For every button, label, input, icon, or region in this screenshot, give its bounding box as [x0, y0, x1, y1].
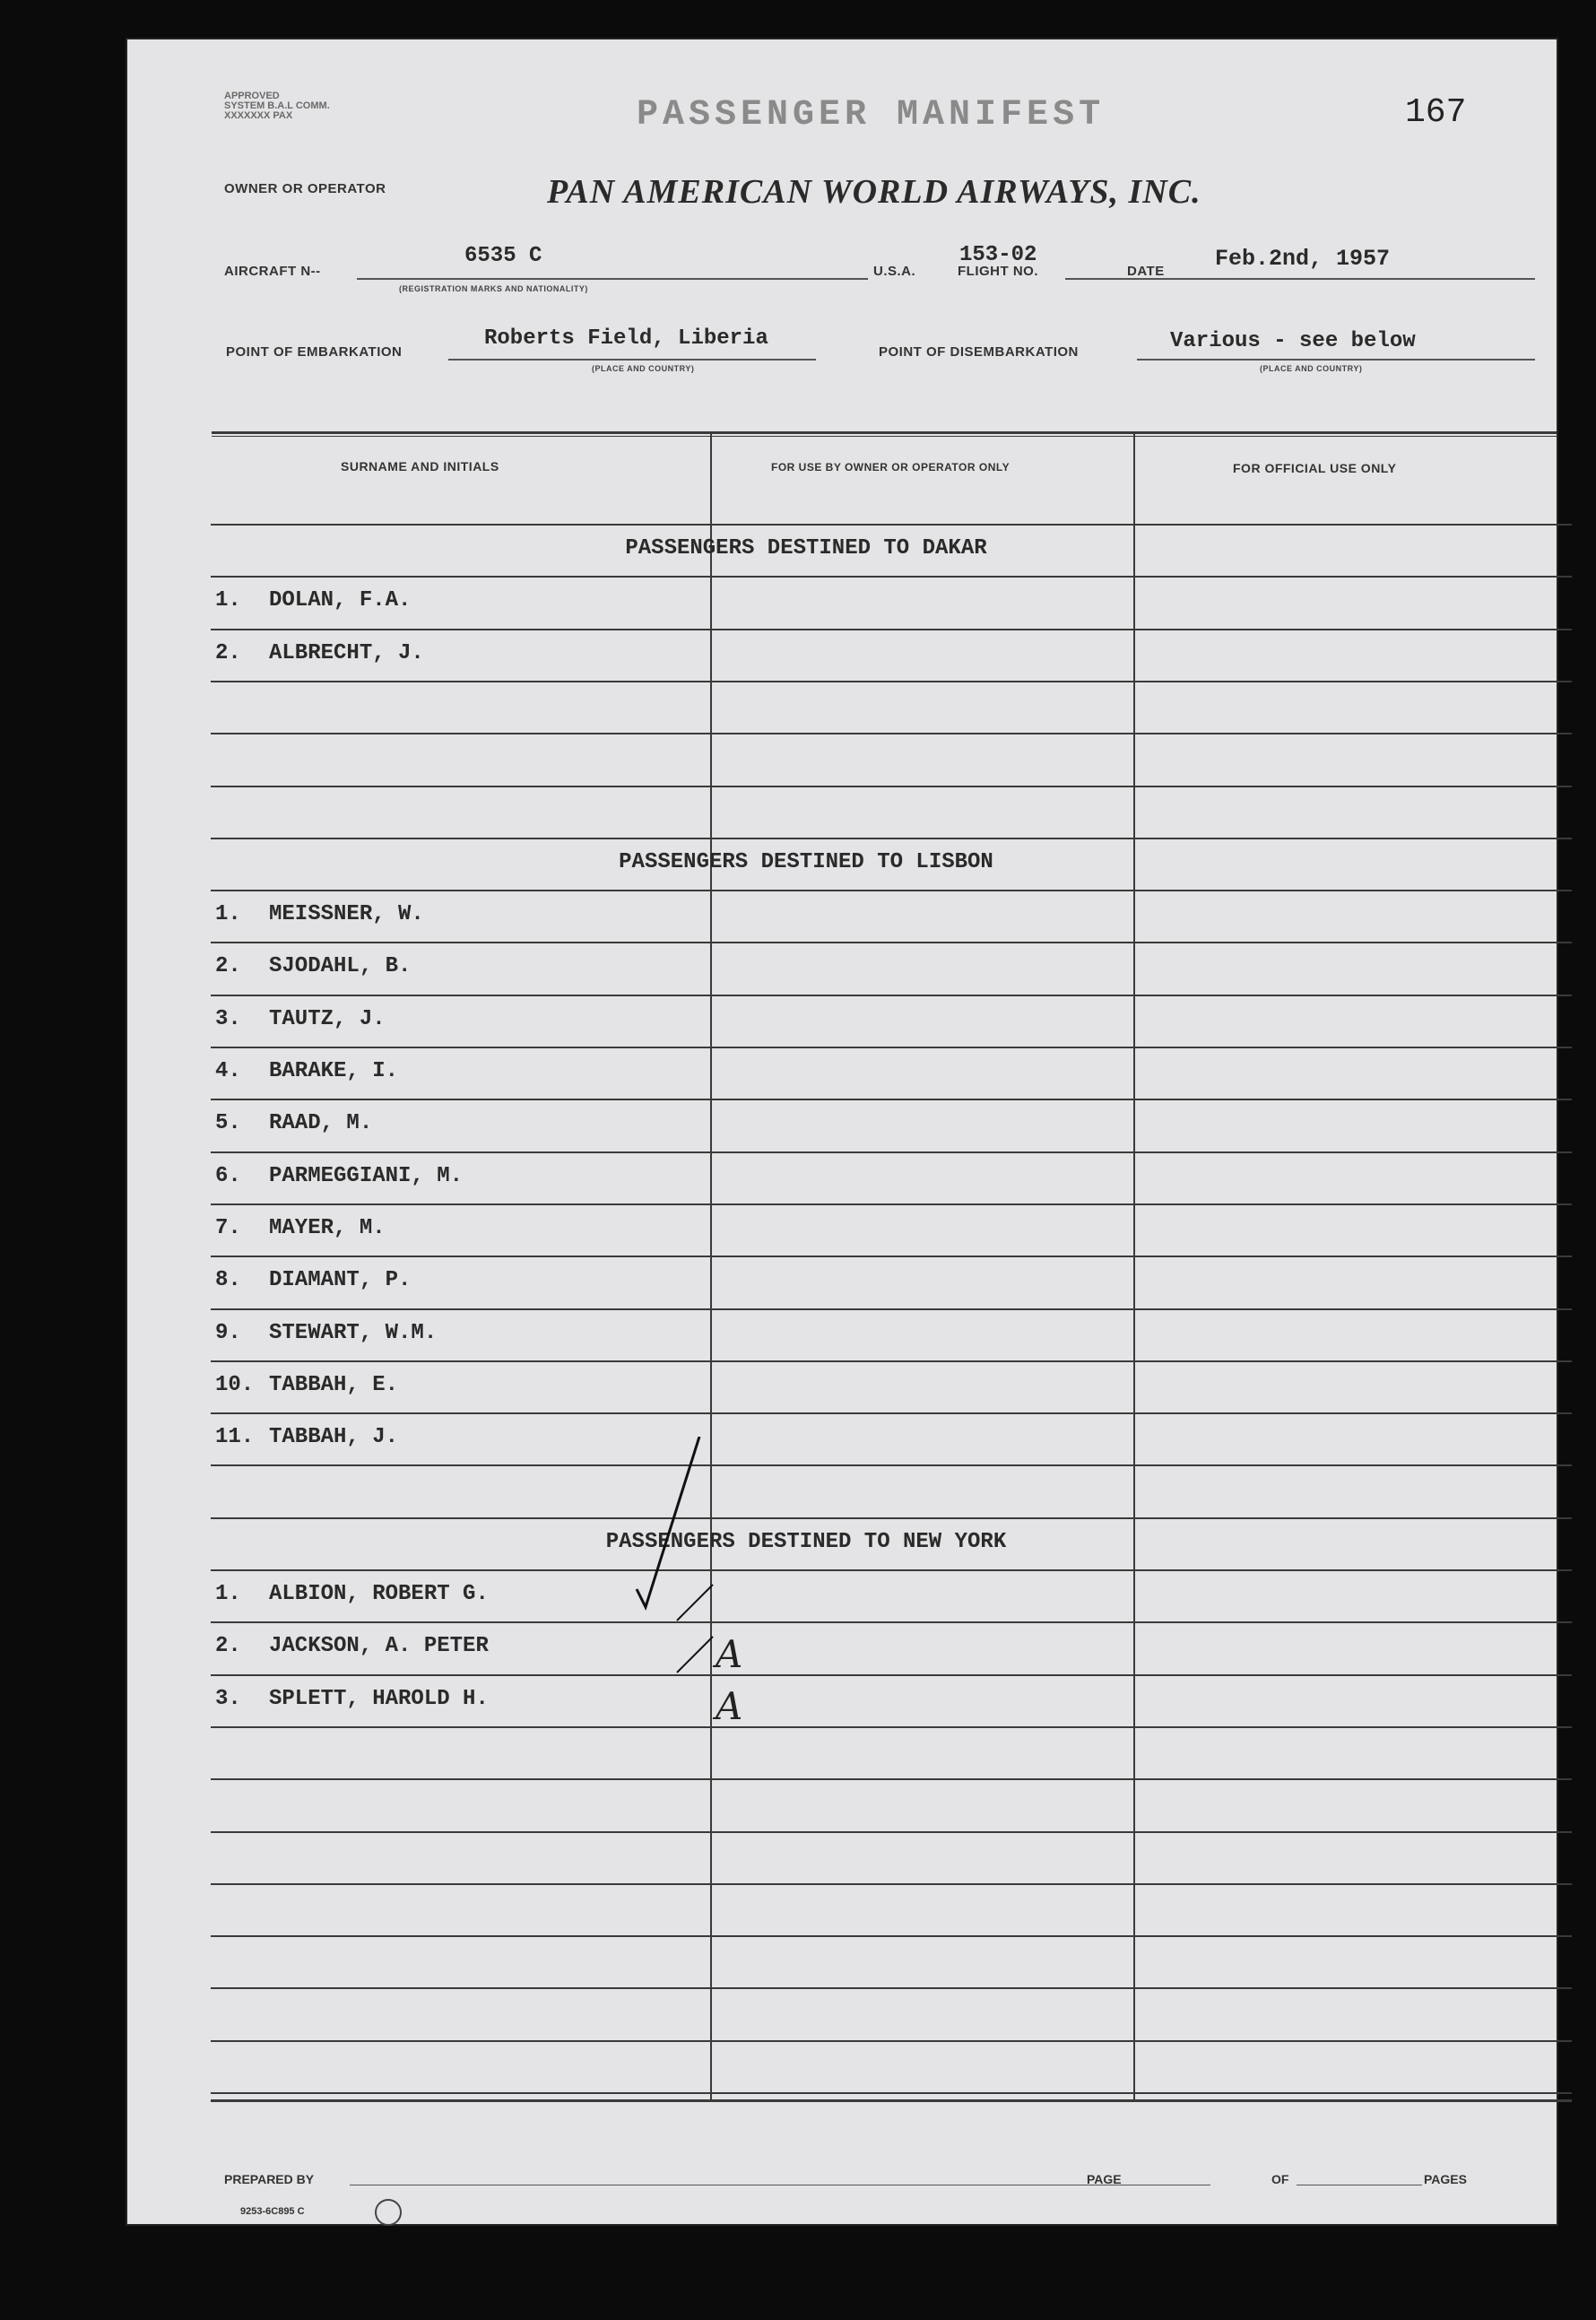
passenger-number: 2.	[215, 1634, 241, 1659]
usa-label: U.S.A.	[873, 264, 916, 279]
of-label: OF	[1271, 2172, 1289, 2186]
passenger-number: 1.	[215, 1582, 241, 1606]
row-rule	[211, 1831, 1572, 1833]
row-rule	[211, 1517, 1572, 1519]
row-rule	[211, 681, 1572, 682]
column-divider-2	[1133, 434, 1135, 2102]
row-rule	[211, 1256, 1572, 1257]
col-owner-use-header: FOR USE BY OWNER OR OPERATOR ONLY	[771, 461, 1011, 474]
section-heading: PASSENGERS DESTINED TO LISBON	[619, 849, 993, 874]
row-rule	[211, 942, 1572, 943]
row-rule	[211, 1308, 1572, 1310]
approved-line-1: APPROVED	[224, 91, 280, 101]
embark-caption: (PLACE AND COUNTRY)	[592, 364, 695, 373]
owner-value: PAN AMERICAN WORLD AIRWAYS, INC.	[547, 173, 1201, 211]
row-rule	[211, 1883, 1572, 1885]
flight-value: 153-02	[959, 243, 1037, 267]
row-rule	[211, 1047, 1572, 1048]
passenger-name: MEISSNER, W.	[269, 902, 424, 927]
passenger-name: DOLAN, F.A.	[269, 588, 412, 613]
row-rule	[211, 1621, 1572, 1623]
flight-label: FLIGHT NO.	[958, 264, 1038, 279]
row-rule	[211, 890, 1572, 891]
passenger-number: 2.	[215, 640, 241, 665]
passenger-number: 1.	[215, 588, 241, 613]
passenger-name: TAUTZ, J.	[269, 1006, 386, 1031]
row-rule	[211, 1987, 1572, 1989]
row-rule	[211, 1360, 1572, 1362]
date-line	[1173, 278, 1535, 280]
row-rule	[211, 2040, 1572, 2042]
row-rule	[211, 1464, 1572, 1466]
col-official-use-header: FOR OFFICIAL USE ONLY	[1233, 461, 1397, 475]
table-bottom-rule	[211, 2099, 1572, 2102]
disembark-label: POINT OF DISEMBARKATION	[879, 344, 1079, 360]
page-title: PASSENGER MANIFEST	[637, 95, 1106, 135]
approved-line-2: SYSTEM B.A.L COMM.	[224, 100, 330, 111]
approved-line-3: XXXXXXX PAX	[224, 110, 293, 121]
row-rule	[211, 1726, 1572, 1728]
passenger-name: JACKSON, A. PETER	[269, 1634, 489, 1659]
page-label: PAGE	[1087, 2172, 1122, 2186]
table-top-rule	[212, 431, 1557, 434]
section-heading: PASSENGERS DESTINED TO NEW YORK	[605, 1529, 1007, 1554]
handwritten-checkmark	[610, 1437, 789, 1795]
embark-value: Roberts Field, Liberia	[484, 326, 768, 351]
prepared-by-label: PREPARED BY	[224, 2172, 315, 2186]
row-rule	[211, 1099, 1572, 1100]
aircraft-label: AIRCRAFT N--	[224, 264, 321, 279]
passenger-number: 7.	[215, 1215, 241, 1240]
passenger-name: SPLETT, HAROLD H.	[269, 1686, 489, 1711]
embark-line	[448, 359, 816, 361]
passenger-number: 1.	[215, 902, 241, 927]
slash-stroke-1	[677, 1585, 713, 1621]
passenger-number: 5.	[215, 1111, 241, 1136]
passenger-name: SJODAHL, B.	[269, 954, 412, 979]
date-value: Feb.2nd, 1957	[1215, 246, 1391, 272]
passenger-name: BARAKE, I.	[269, 1059, 399, 1083]
passenger-name: ALBRECHT, J.	[269, 640, 424, 665]
row-rule	[211, 1569, 1572, 1571]
section-heading: PASSENGERS DESTINED TO DAKAR	[625, 536, 987, 560]
row-rule	[211, 629, 1572, 630]
col-surname-header: SURNAME AND INITIALS	[341, 459, 499, 474]
passenger-name: DIAMANT, P.	[269, 1268, 412, 1293]
pages-label: PAGES	[1424, 2172, 1467, 2186]
passenger-name: PARMEGGIANI, M.	[269, 1163, 464, 1188]
owner-label: OWNER OR OPERATOR	[224, 181, 386, 196]
passenger-name: MAYER, M.	[269, 1215, 386, 1240]
passenger-number: 3.	[215, 1006, 241, 1031]
date-label: DATE	[1127, 264, 1165, 279]
row-rule	[211, 576, 1572, 578]
passenger-number: 9.	[215, 1320, 241, 1345]
row-rule	[211, 733, 1572, 734]
disembark-caption: (PLACE AND COUNTRY)	[1260, 364, 1363, 373]
passenger-number: 11.	[215, 1425, 255, 1450]
row-rule	[211, 1412, 1572, 1414]
passenger-name: TABBAH, J.	[269, 1425, 399, 1450]
column-divider-1	[710, 434, 712, 2102]
table-top-rule-2	[212, 436, 1557, 437]
aircraft-line	[357, 278, 868, 280]
passenger-number: 8.	[215, 1268, 241, 1293]
form-number: 9253-6C895 C	[240, 2206, 305, 2217]
row-rule	[211, 838, 1572, 839]
registration-caption: (REGISTRATION MARKS AND NATIONALITY)	[399, 284, 588, 293]
checkmark-stroke	[637, 1437, 699, 1607]
passenger-name: TABBAH, E.	[269, 1372, 399, 1397]
slash-stroke-2	[677, 1637, 713, 1673]
disembark-line	[1137, 359, 1535, 361]
row-rule	[211, 1151, 1572, 1153]
aircraft-value: 6535 C	[464, 244, 542, 268]
passenger-name: ALBION, ROBERT G.	[269, 1582, 489, 1606]
row-rule	[211, 1674, 1572, 1676]
passenger-number: 6.	[215, 1163, 241, 1188]
union-label-icon	[375, 2199, 402, 2226]
embark-label: POINT OF EMBARKATION	[226, 344, 403, 360]
header-row-rule	[211, 524, 1572, 526]
passenger-name: RAAD, M.	[269, 1111, 373, 1136]
row-rule	[211, 786, 1572, 787]
row-rule	[211, 1778, 1572, 1780]
handwritten-mark-1: A	[716, 1632, 743, 1676]
passenger-name: STEWART, W.M.	[269, 1320, 438, 1345]
passenger-number: 3.	[215, 1686, 241, 1711]
row-rule	[211, 995, 1572, 996]
row-rule	[211, 1203, 1572, 1205]
manifest-paper	[126, 38, 1558, 2226]
handwritten-mark-2: A	[716, 1684, 743, 1728]
approved-stamp	[224, 91, 330, 121]
passenger-number: 4.	[215, 1059, 241, 1083]
passenger-number: 10.	[215, 1372, 255, 1397]
row-rule	[211, 1935, 1572, 1937]
passenger-number: 2.	[215, 954, 241, 979]
disembark-value: Various - see below	[1170, 329, 1416, 353]
page-number: 167	[1405, 93, 1467, 132]
row-rule	[211, 2092, 1572, 2094]
